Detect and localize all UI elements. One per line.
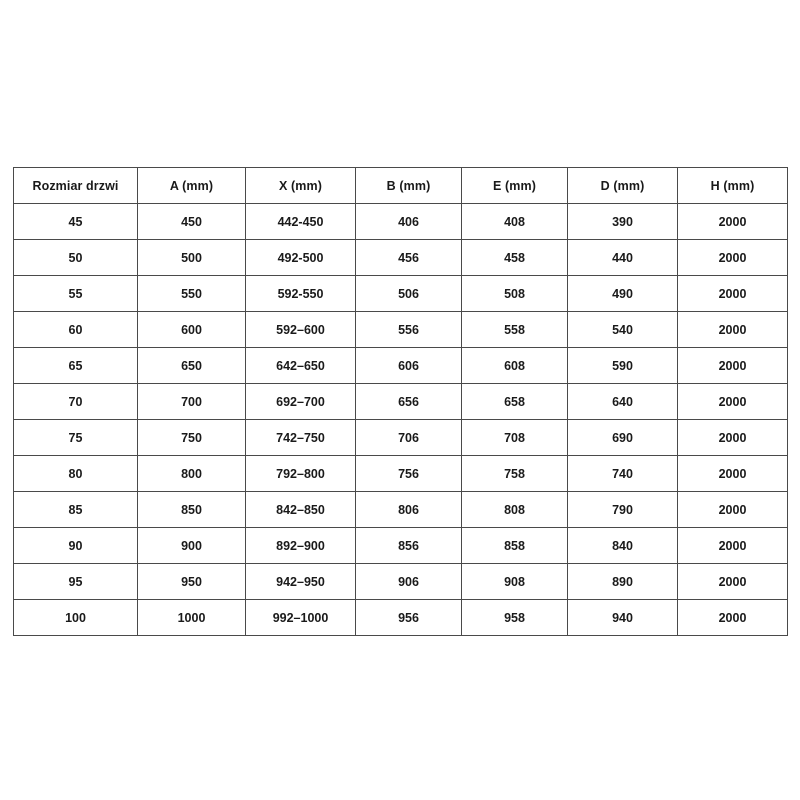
cell-door-size: 50 [14, 240, 138, 276]
cell-b: 506 [356, 276, 462, 312]
cell-door-size: 55 [14, 276, 138, 312]
cell-x: 442-450 [246, 204, 356, 240]
cell-b: 556 [356, 312, 462, 348]
cell-e: 558 [462, 312, 568, 348]
cell-e: 758 [462, 456, 568, 492]
cell-x: 892–900 [246, 528, 356, 564]
cell-h: 2000 [678, 528, 788, 564]
column-header-b: B (mm) [356, 168, 462, 204]
cell-b: 806 [356, 492, 462, 528]
cell-b: 956 [356, 600, 462, 636]
cell-b: 656 [356, 384, 462, 420]
cell-d: 440 [568, 240, 678, 276]
cell-a: 450 [138, 204, 246, 240]
table-row [14, 240, 788, 276]
cell-h: 2000 [678, 276, 788, 312]
cell-door-size: 90 [14, 528, 138, 564]
cell-door-size: 75 [14, 420, 138, 456]
cell-h: 2000 [678, 240, 788, 276]
cell-door-size: 60 [14, 312, 138, 348]
table-header-row [14, 168, 788, 204]
table-row [14, 384, 788, 420]
cell-b: 706 [356, 420, 462, 456]
cell-d: 690 [568, 420, 678, 456]
cell-h: 2000 [678, 348, 788, 384]
spec-table-container [13, 167, 787, 636]
cell-a: 800 [138, 456, 246, 492]
cell-door-size: 100 [14, 600, 138, 636]
cell-d: 740 [568, 456, 678, 492]
cell-door-size: 85 [14, 492, 138, 528]
cell-a: 650 [138, 348, 246, 384]
cell-a: 1000 [138, 600, 246, 636]
cell-a: 700 [138, 384, 246, 420]
cell-a: 850 [138, 492, 246, 528]
cell-x: 942–950 [246, 564, 356, 600]
cell-door-size: 45 [14, 204, 138, 240]
cell-x: 692–700 [246, 384, 356, 420]
cell-x: 642–650 [246, 348, 356, 384]
cell-d: 790 [568, 492, 678, 528]
cell-door-size: 80 [14, 456, 138, 492]
column-header-h: H (mm) [678, 168, 788, 204]
cell-d: 390 [568, 204, 678, 240]
cell-a: 750 [138, 420, 246, 456]
cell-e: 658 [462, 384, 568, 420]
table-row [14, 420, 788, 456]
cell-b: 456 [356, 240, 462, 276]
cell-b: 906 [356, 564, 462, 600]
cell-d: 840 [568, 528, 678, 564]
cell-d: 590 [568, 348, 678, 384]
cell-d: 890 [568, 564, 678, 600]
cell-e: 908 [462, 564, 568, 600]
cell-e: 508 [462, 276, 568, 312]
column-header-e: E (mm) [462, 168, 568, 204]
door-size-spec-table [13, 167, 788, 636]
table-row [14, 204, 788, 240]
cell-e: 608 [462, 348, 568, 384]
cell-x: 592-550 [246, 276, 356, 312]
cell-d: 640 [568, 384, 678, 420]
table-row [14, 276, 788, 312]
cell-e: 408 [462, 204, 568, 240]
cell-x: 992–1000 [246, 600, 356, 636]
column-header-a: A (mm) [138, 168, 246, 204]
table-row [14, 600, 788, 636]
cell-a: 900 [138, 528, 246, 564]
cell-door-size: 95 [14, 564, 138, 600]
cell-h: 2000 [678, 204, 788, 240]
cell-h: 2000 [678, 456, 788, 492]
cell-d: 940 [568, 600, 678, 636]
column-header-d: D (mm) [568, 168, 678, 204]
table-row [14, 564, 788, 600]
table-row [14, 312, 788, 348]
cell-a: 500 [138, 240, 246, 276]
cell-b: 756 [356, 456, 462, 492]
cell-h: 2000 [678, 600, 788, 636]
cell-door-size: 65 [14, 348, 138, 384]
cell-x: 592–600 [246, 312, 356, 348]
cell-x: 492-500 [246, 240, 356, 276]
cell-a: 950 [138, 564, 246, 600]
cell-h: 2000 [678, 492, 788, 528]
cell-h: 2000 [678, 312, 788, 348]
cell-h: 2000 [678, 384, 788, 420]
table-row [14, 456, 788, 492]
cell-x: 792–800 [246, 456, 356, 492]
column-header-door-size: Rozmiar drzwi [14, 168, 138, 204]
cell-a: 550 [138, 276, 246, 312]
cell-e: 458 [462, 240, 568, 276]
cell-x: 842–850 [246, 492, 356, 528]
cell-b: 856 [356, 528, 462, 564]
cell-e: 858 [462, 528, 568, 564]
cell-e: 808 [462, 492, 568, 528]
table-row [14, 348, 788, 384]
cell-door-size: 70 [14, 384, 138, 420]
cell-a: 600 [138, 312, 246, 348]
table-row [14, 492, 788, 528]
cell-x: 742–750 [246, 420, 356, 456]
cell-d: 490 [568, 276, 678, 312]
cell-e: 958 [462, 600, 568, 636]
table-header [14, 168, 788, 204]
cell-d: 540 [568, 312, 678, 348]
cell-b: 406 [356, 204, 462, 240]
cell-h: 2000 [678, 564, 788, 600]
cell-e: 708 [462, 420, 568, 456]
cell-b: 606 [356, 348, 462, 384]
cell-h: 2000 [678, 420, 788, 456]
table-row [14, 528, 788, 564]
column-header-x: X (mm) [246, 168, 356, 204]
table-body [14, 204, 788, 636]
